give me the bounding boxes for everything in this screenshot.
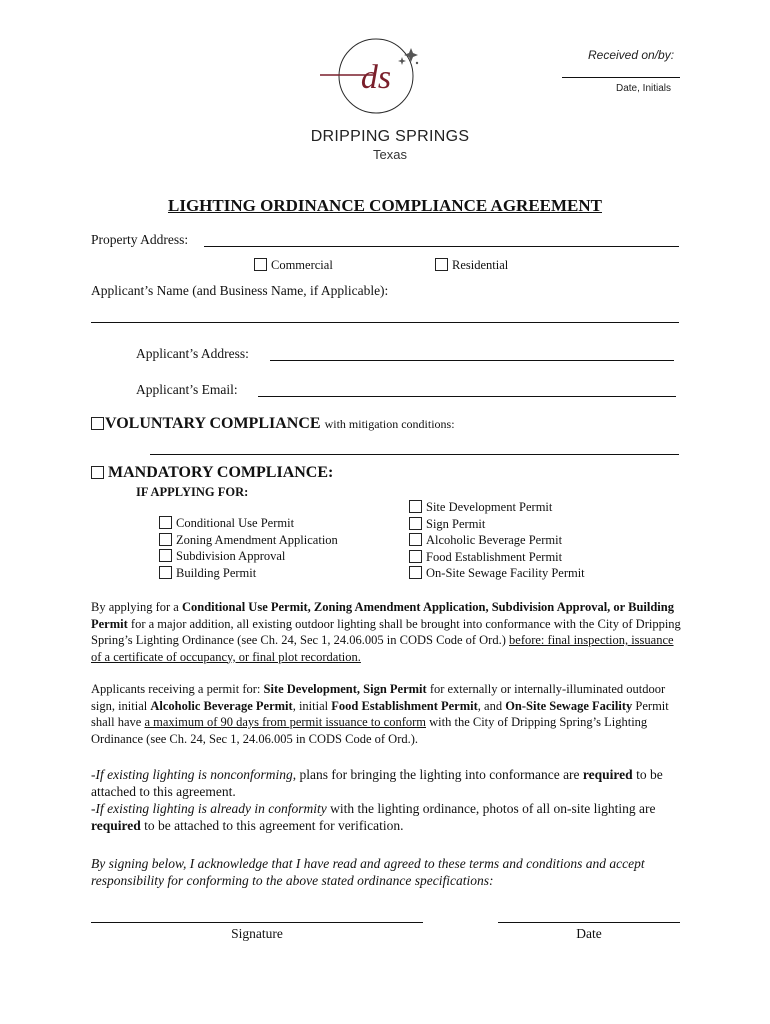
permit-building[interactable] [159,565,338,582]
property-address-field[interactable] [204,232,679,247]
permit-label: Site Development Permit [426,500,553,514]
nonconforming-line: -If existing lighting is nonconforming, plans for bringing the lighting into conformance are required to be attached to this agreement. [91,767,663,799]
right-permit-list [409,499,585,582]
if-applying-label: IF APPLYING FOR: [136,485,249,499]
permit-label: On-Site Sewage Facility Permit [426,566,585,581]
permit-sign[interactable] [409,516,585,533]
paragraph-lighting-requirements [91,766,681,834]
commercial-label: Commercial [271,258,333,272]
permit-food-establishment[interactable] [409,549,585,566]
site-development-checkbox[interactable] [409,500,422,513]
alcoholic-beverage-checkbox[interactable] [409,533,422,546]
onsite-sewage-checkbox[interactable] [409,566,422,579]
permit-subdivision-approval[interactable] [159,548,338,565]
applicant-name-field[interactable] [91,308,679,323]
dripping-springs-logo [316,30,436,130]
date-initials-label: Date, Initials [616,83,672,94]
signature-date-label: Date [576,926,602,941]
zoning-amendment-checkbox[interactable] [159,533,172,546]
voluntary-compliance-option[interactable] [91,415,455,433]
permit-label: Zoning Amendment Application [176,532,338,547]
commercial-checkbox[interactable] [254,258,267,271]
permit-label: Building Permit [176,565,257,580]
permit-label: Alcoholic Beverage Permit [426,533,563,548]
received-line[interactable] [562,66,680,78]
applicant-email-field[interactable] [258,382,676,397]
logo-sparkle-icon [398,48,418,65]
mitigation-conditions-field[interactable] [150,440,679,455]
paragraph-major-addition: By applying for a Conditional Use Permit, Zoning Amendment Application, Subdivision Approval, or Building Permit for a major addition, all existing outdoor lighting shall be brought into conformance with the City of Dripping Spring’s Lighting Ordinance (see Ch. 24, Sec 1, 24.06.005 in CODS Code of Ord.) before: final inspection, issuance of a certificate of occupancy, or final plot recordation. [91,600,681,664]
voluntary-label: VOLUNTARY COMPLIANCE [105,415,321,432]
permit-alcoholic-beverage[interactable] [409,532,585,549]
logo-monogram: ds [360,59,392,96]
applicant-address-label: Applicant’s Address: [136,346,249,361]
paragraph-permit-90-days: Applicants receiving a permit for: Site Development, Sign Permit for externally or internally-illuminated outdoor sign, initial Alcoholic Beverage Permit, initial Food Establishment Permit, and On-Site Sewage Facility Permit shall have a maximum of 90 days from permit issuance to conform with the City of Dripping Spring’s Lighting Ordinance (see Ch. 24, Sec 1, 24.06.005 in CODS Code of Ord.). [91,682,669,746]
voluntary-checkbox[interactable] [91,417,104,430]
applicant-name-label: Applicant’s Name (and Business Name, if Applicable): [91,283,389,298]
logo-state: Texas [373,147,407,162]
permit-conditional-use[interactable] [159,515,338,532]
permit-label: Subdivision Approval [176,549,286,564]
mandatory-compliance-option[interactable] [91,464,333,482]
permit-zoning-amendment[interactable] [159,532,338,549]
signature-label: Signature [231,926,283,941]
commercial-option[interactable] [254,258,333,273]
subdivision-approval-checkbox[interactable] [159,549,172,562]
sign-permit-checkbox[interactable] [409,517,422,530]
residential-label: Residential [452,258,509,272]
property-address-label: Property Address: [91,232,189,247]
permit-label: Sign Permit [426,516,486,531]
permit-label: Food Establishment Permit [426,549,563,564]
building-permit-checkbox[interactable] [159,566,172,579]
conditional-use-checkbox[interactable] [159,516,172,529]
acknowledgement-text: By signing below, I acknowledge that I have read and agreed to these terms and conditions and accept responsibility for conforming to the above stated ordinance specifications: [91,856,645,888]
page-title: LIGHTING ORDINANCE COMPLIANCE AGREEMENT [167,196,602,215]
voluntary-suffix: with mitigation conditions: [324,417,455,431]
residential-option[interactable] [435,258,508,273]
applicant-address-field[interactable] [270,346,674,361]
signature-date-field[interactable] [498,908,680,923]
logo-name: DRIPPING SPRINGS [310,128,470,145]
residential-checkbox[interactable] [435,258,448,271]
mandatory-checkbox[interactable] [91,466,104,479]
left-permit-list [159,515,338,581]
received-label: Received on/by: [588,48,675,62]
applicant-email-label: Applicant’s Email: [136,382,238,397]
permit-label: Conditional Use Permit [176,516,295,530]
permit-onsite-sewage[interactable] [409,565,585,582]
signature-field[interactable] [91,908,423,923]
food-establishment-checkbox[interactable] [409,550,422,563]
permit-site-development[interactable] [409,499,585,516]
conformity-line: -If existing lighting is already in conformity with the lighting ordinance, photos of all on-site lighting are required to be attached to this agreement for verification. [91,801,656,833]
mandatory-label: MANDATORY COMPLIANCE: [108,464,334,481]
